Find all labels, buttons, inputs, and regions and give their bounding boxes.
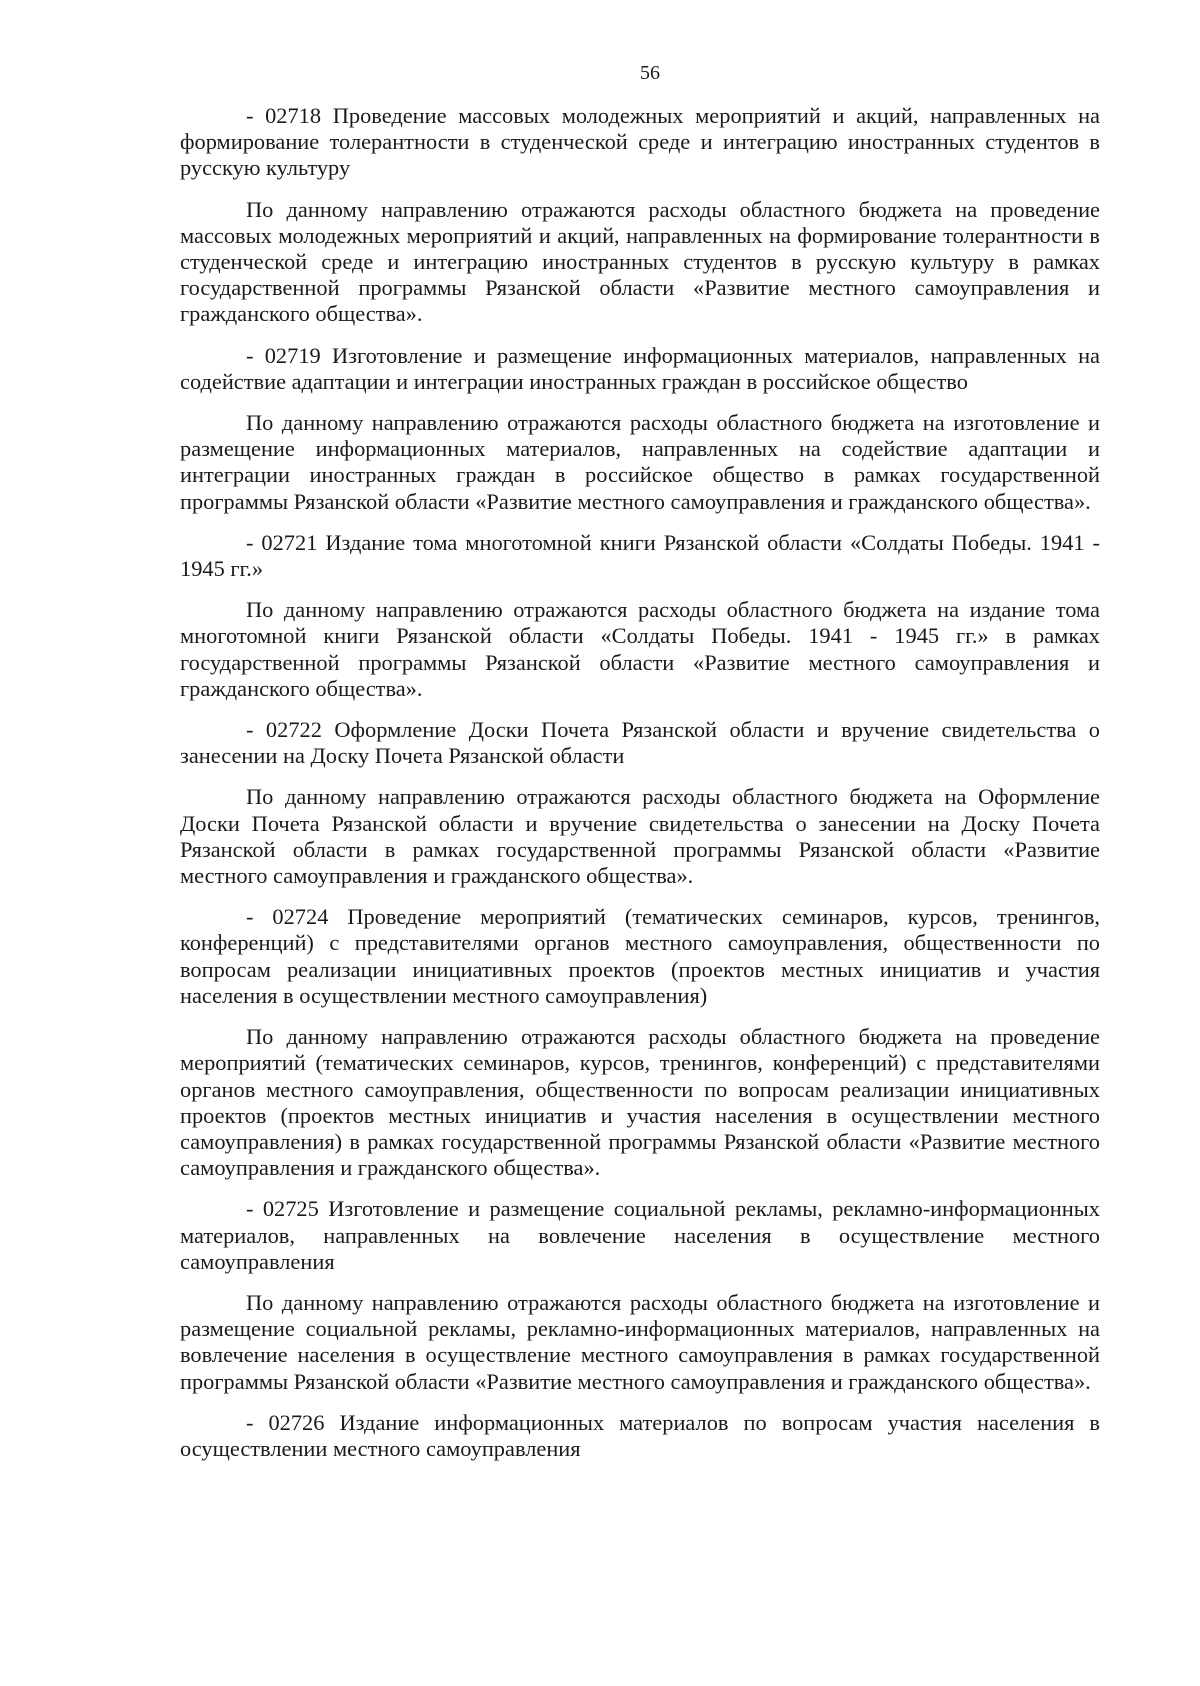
section-body-02718: По данному направлению отражаются расходы областного бюджета на проведение массовых молодежных мероприятий и акций, направленных на формирование толерантности в студенческой среде и интеграцию иностранных студентов в русскую культуру в рамках государственной программы Рязанской области «Развитие местного самоуправления и гражданского общества». [180,196,1100,327]
section-body-02724: По данному направлению отражаются расходы областного бюджета на проведение мероприятий (тематических семинаров, курсов, тренингов, конференций) с представителями органов местного самоуправления, общественности по вопросам реализации инициативных проектов (проектов местных инициатив и участия населения в осуществлении местного самоуправления) в рамках государственной программы Рязанской области «Развитие местного самоуправления и гражданского общества». [180,1024,1100,1181]
section-heading-02719: - 02719 Изготовление и размещение информационных материалов, направленных на содействие адаптации и интеграции иностранных граждан в российское общество [180,342,1100,394]
section-heading-02722: - 02722 Оформление Доски Почета Рязанской области и вручение свидетельства о занесении на Доску Почета Рязанской области [180,717,1100,769]
section-heading-02721: - 02721 Издание тома многотомной книги Рязанской области «Солдаты Победы. 1941 - 1945 гг.» [180,529,1100,582]
section-body-02721: По данному направлению отражаются расходы областного бюджета на издание тома многотомной книги Рязанской области «Солдаты Победы. 1941 - 1945 гг.» в рамках государственной программы Рязанской области «Развитие местного самоуправления и гражданского общества». [180,597,1100,701]
section-heading-02726: - 02726 Издание информационных материалов по вопросам участия населения в осуществлении местного самоуправления [180,1409,1100,1461]
section-body-02722: По данному направлению отражаются расходы областного бюджета на Оформление Доски Почета Рязанской области и вручение свидетельства о занесении на Доску Почета Рязанской области в рамках государственной программы Рязанской области «Развитие местного самоуправления и гражданского общества». [180,784,1100,889]
section-body-02719: По данному направлению отражаются расходы областного бюджета на изготовление и размещение информационных материалов, направленных на содействие адаптации и интеграции иностранных граждан в российское общество в рамках государственной программы Рязанской области «Развитие местного самоуправления и гражданского общества». [180,410,1100,514]
page-number: 56 [640,62,660,84]
section-heading-02725: - 02725 Изготовление и размещение социальной рекламы, рекламно-информационных материалов, направленных на вовлечение населения в осуществление местного самоуправления [180,1196,1100,1274]
section-heading-02724: - 02724 Проведение мероприятий (тематических семинаров, курсов, тренингов, конференций) с представителями органов местного самоуправления, общественности по вопросам реализации инициативных проектов (проектов местных инициатив и участия населения в осуществлении местного самоуправления) [180,904,1100,1008]
document-page [180,62,1100,1477]
section-heading-02718: - 02718 Проведение массовых молодежных мероприятий и акций, направленных на формирование толерантности в студенческой среде и интеграцию иностранных студентов в русскую культуру [180,103,1100,181]
section-body-02725: По данному направлению отражаются расходы областного бюджета на изготовление и размещение социальной рекламы, рекламно-информационных материалов, направленных на вовлечение населения в осуществление местного самоуправления в рамках государственной программы Рязанской области «Развитие местного самоуправления и гражданского общества». [180,1289,1100,1394]
